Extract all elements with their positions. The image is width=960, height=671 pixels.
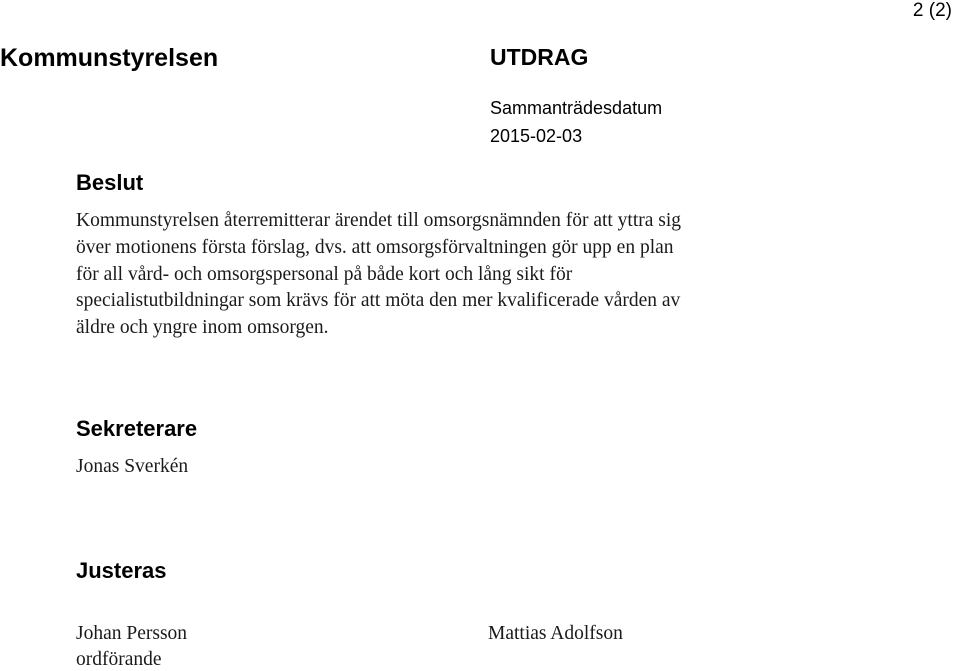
organization-name: Kommunstyrelsen: [0, 44, 219, 72]
meeting-date: 2015-02-03: [490, 126, 583, 146]
decision-line: för all vård- och omsorgspersonal på både kort och lång sikt för: [76, 263, 573, 285]
decision-line: Kommunstyrelsen återremitterar ärendet till omsorgsnämnden för att yttra sig: [76, 210, 682, 231]
document-type: UTDRAG: [490, 44, 589, 70]
signatory-name: Mattias Adolfson: [488, 623, 623, 644]
decision-line: över motionens första förslag, dvs. att omsorgsförvaltningen gör upp en plan: [76, 236, 674, 258]
secretary-heading: Sekreterare: [76, 416, 198, 441]
secretary-name: Jonas Sverkén: [76, 456, 189, 477]
decision-line: specialistutbildningar som krävs för att möta den mer kvalificerade vården av: [76, 290, 681, 312]
signatory-role: ordförande: [76, 649, 162, 670]
adjusted-heading: Justeras: [76, 558, 167, 583]
decision-line: äldre och yngre inom omsorgen.: [76, 317, 329, 339]
meeting-date-label: Sammanträdesdatum: [490, 98, 663, 118]
signatory-name: Johan Persson: [76, 623, 188, 644]
page-number: 2 (2): [912, 0, 952, 21]
decision-body: [76, 208, 936, 342]
decision-heading: Beslut: [76, 170, 144, 195]
